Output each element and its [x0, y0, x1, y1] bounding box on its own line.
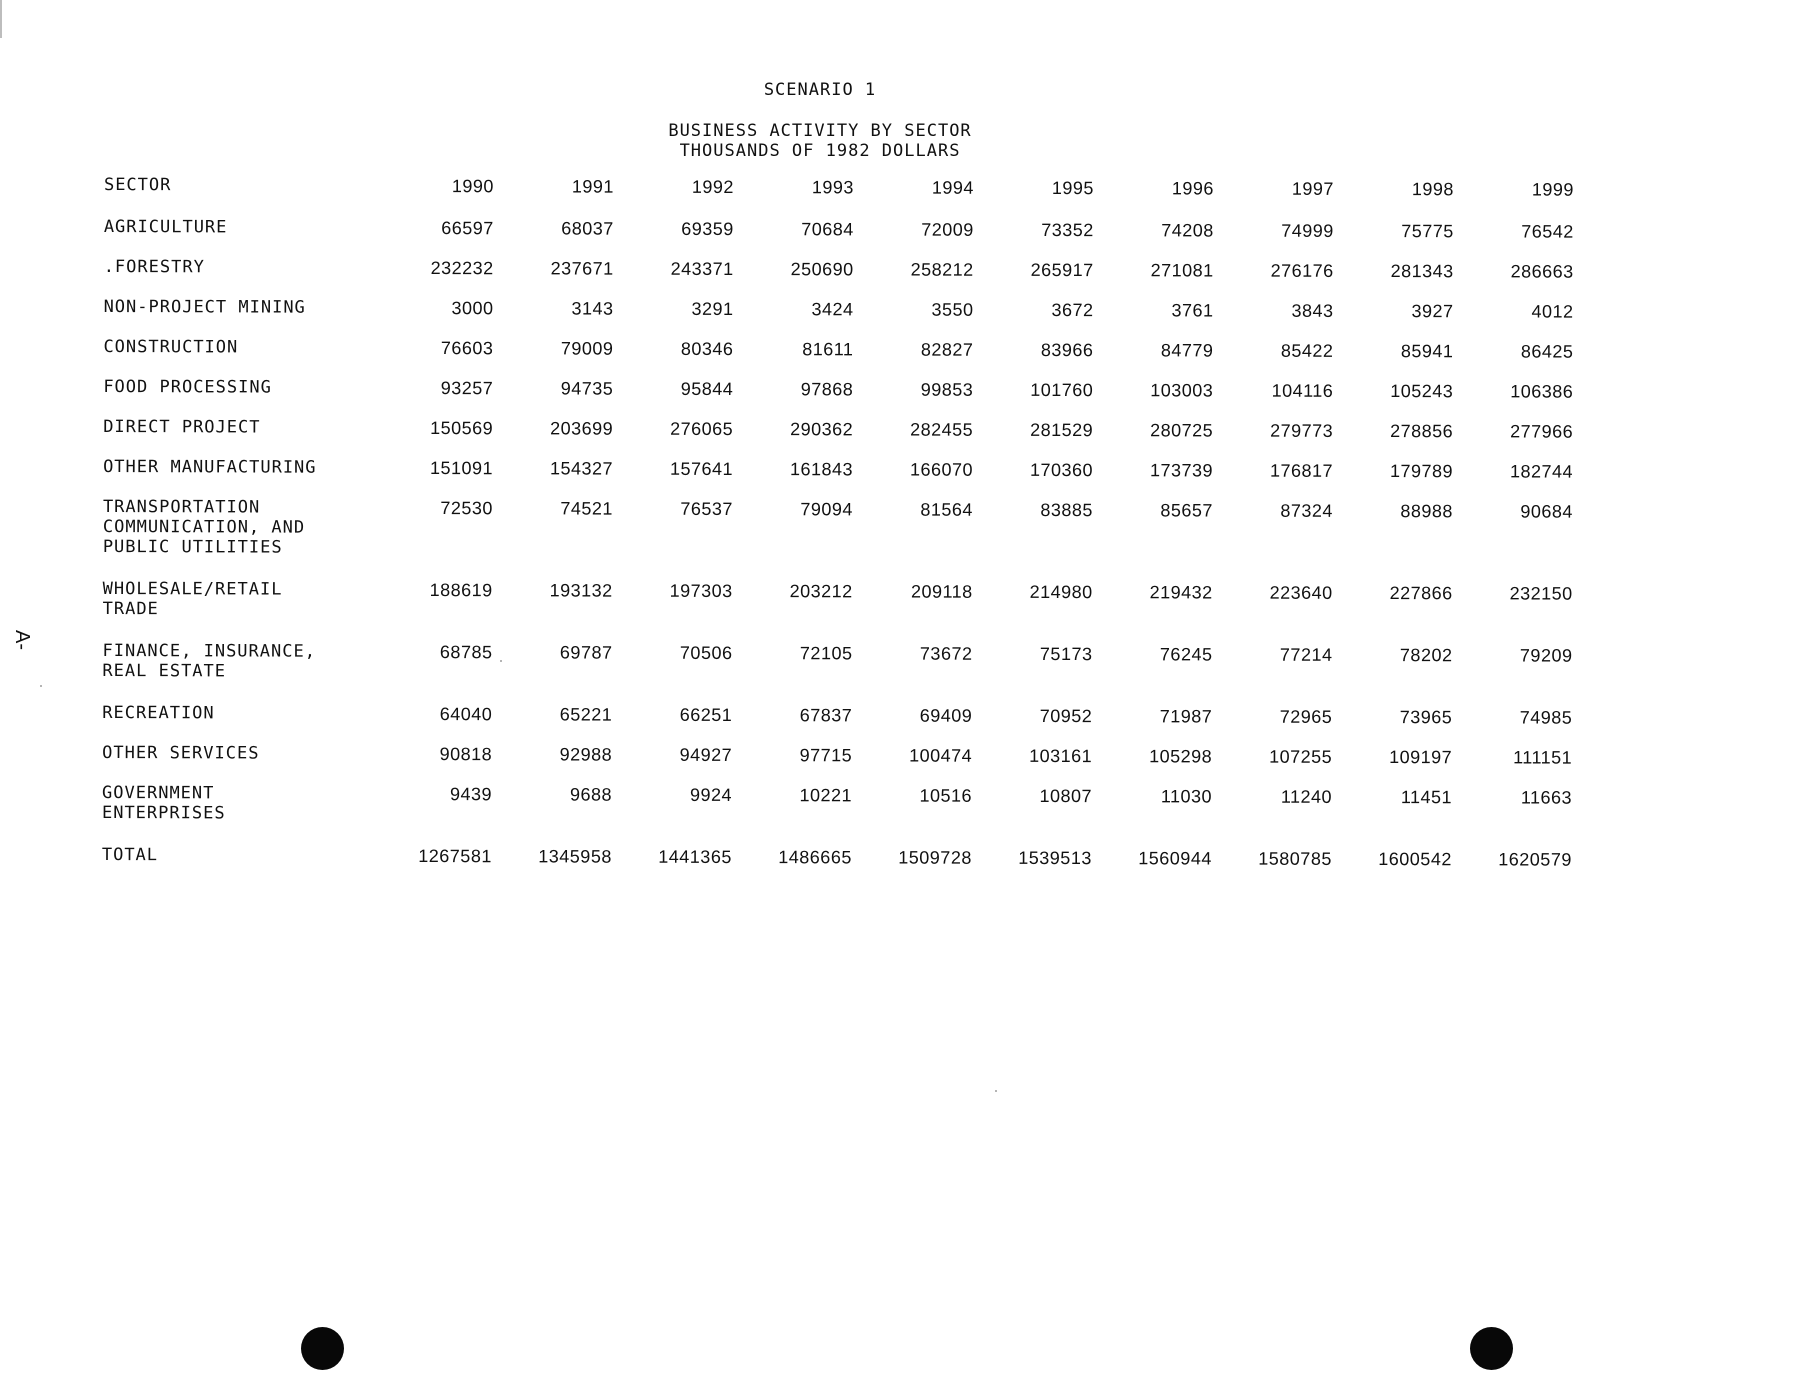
table-cell: 232150 — [1509, 583, 1573, 604]
table-cell: 179789 — [1389, 461, 1454, 482]
table-cell: 97715 — [799, 745, 853, 766]
table-cell: 69787 — [559, 642, 613, 663]
table-cell: 74985 — [1519, 707, 1573, 728]
table-cell: 85941 — [1400, 341, 1454, 362]
table-cell: 232232 — [430, 258, 494, 279]
table-cell: 271081 — [1150, 260, 1214, 281]
table-cell: 197303 — [669, 580, 733, 601]
table-cell: 276065 — [670, 418, 734, 439]
table-cell: 93257 — [440, 378, 494, 399]
total-cell: 1486665 — [778, 847, 852, 868]
table-cell: 10516 — [919, 785, 973, 806]
table-cell: 3843 — [1291, 300, 1334, 321]
total-label: TOTAL — [101, 844, 159, 866]
table-cell: 219432 — [1149, 582, 1213, 603]
sector-label: .FORESTRY — [103, 256, 205, 278]
table-cell: 10807 — [1039, 785, 1093, 807]
binder-hole-right — [1470, 1327, 1513, 1370]
table-cell: 85657 — [1160, 500, 1213, 521]
table-row — [103, 377, 1573, 422]
sector-label: FOOD PROCESSING — [103, 376, 272, 398]
table-cell: 3143 — [571, 298, 614, 319]
page-number: A- — [11, 630, 33, 650]
sector-label: DIRECT PROJECT — [103, 416, 261, 438]
table-cell: 90818 — [439, 744, 493, 765]
table-row — [102, 783, 1572, 850]
table-cell: 277966 — [1510, 421, 1574, 442]
year-header: 1991 — [571, 176, 614, 197]
table-cell: 105243 — [1390, 381, 1454, 402]
business-activity-table — [102, 175, 1574, 890]
table-cell: 86425 — [1520, 341, 1574, 362]
table-cell: 78202 — [1399, 645, 1453, 666]
scan-edge-mark — [0, 0, 2, 38]
sector-label: FINANCE, INSURANCE, REAL ESTATE — [102, 640, 317, 682]
year-header: 1993 — [811, 177, 854, 198]
table-cell: 83966 — [1040, 339, 1094, 361]
table-cell: 109197 — [1389, 747, 1453, 768]
sector-label: NON-PROJECT MINING — [103, 296, 306, 318]
year-header: 1992 — [691, 176, 734, 197]
table-cell: 81564 — [920, 499, 973, 520]
total-cell: 1580785 — [1258, 848, 1332, 869]
table-cell: 203212 — [789, 581, 853, 602]
table-cell: 290362 — [790, 419, 854, 440]
table-cell: 85422 — [1280, 340, 1334, 361]
table-cell: 282455 — [910, 419, 974, 440]
table-cell: 64040 — [439, 704, 493, 725]
sector-label: OTHER MANUFACTURING — [103, 456, 317, 478]
table-cell: 265917 — [1030, 259, 1094, 281]
table-cell: 94927 — [679, 744, 733, 765]
table-cell: 154327 — [549, 458, 614, 479]
table-cell: 74208 — [1161, 220, 1214, 241]
scenario-heading: SCENARIO 1 — [763, 80, 877, 100]
total-cell: 1509728 — [898, 847, 972, 868]
table-cell: 65221 — [559, 704, 613, 725]
table-cell: 83885 — [1040, 499, 1093, 521]
table-row — [103, 579, 1573, 646]
table-cell: 105298 — [1149, 746, 1213, 767]
table-row — [102, 743, 1572, 788]
table-cell: 203699 — [550, 418, 614, 439]
table-cell: 157641 — [669, 458, 734, 479]
table-cell: 74521 — [560, 498, 613, 519]
sector-label: WHOLESALE/RETAIL TRADE — [102, 578, 283, 620]
table-cell: 10221 — [799, 785, 853, 806]
table-row — [104, 217, 1574, 262]
total-cell: 1600542 — [1378, 849, 1452, 870]
table-cell: 70506 — [679, 642, 733, 663]
table-row — [103, 457, 1573, 502]
table-cell: 3672 — [1051, 299, 1094, 321]
table-cell: 103161 — [1029, 745, 1093, 767]
table-cell: 4012 — [1531, 301, 1574, 322]
table-cell: 66251 — [679, 704, 733, 725]
sector-label: OTHER SERVICES — [102, 742, 260, 764]
table-cell: 11240 — [1280, 786, 1333, 807]
table-cell: 3550 — [931, 299, 974, 320]
year-header: 1990 — [451, 176, 494, 197]
table-cell: 9924 — [689, 784, 733, 805]
table-cell: 276176 — [1270, 260, 1334, 281]
year-header: 1997 — [1291, 178, 1334, 199]
total-cell: 1441365 — [658, 846, 732, 867]
table-cell: 76603 — [440, 338, 494, 359]
table-cell: 69409 — [919, 705, 973, 726]
table-cell: 258212 — [910, 259, 974, 280]
table-cell: 278856 — [1390, 421, 1454, 442]
sector-label: RECREATION — [102, 702, 215, 724]
table-cell: 214980 — [1029, 581, 1093, 603]
table-cell: 286663 — [1510, 261, 1574, 282]
table-cell: 188619 — [429, 580, 493, 601]
table-cell: 103003 — [1150, 380, 1214, 401]
table-cell: 92988 — [559, 744, 613, 765]
scan-speck — [995, 1090, 997, 1092]
table-cell: 72009 — [921, 219, 974, 240]
table-cell: 69359 — [681, 218, 734, 239]
sector-label: CONSTRUCTION — [103, 336, 239, 358]
table-cell: 11030 — [1160, 786, 1213, 807]
table-cell: 70684 — [801, 219, 854, 240]
table-cell: 243371 — [670, 258, 734, 279]
table-cell: 68785 — [439, 642, 493, 663]
table-cell: 104116 — [1271, 380, 1334, 401]
table-cell: 100474 — [909, 745, 973, 766]
table-cell: 279773 — [1270, 420, 1334, 441]
table-cell: 281343 — [1390, 261, 1454, 282]
table-cell: 9688 — [569, 784, 613, 805]
table-cell: 73352 — [1041, 219, 1094, 241]
table-cell: 73672 — [919, 643, 973, 664]
table-cell: 76537 — [680, 498, 733, 519]
table-cell: 106386 — [1510, 381, 1574, 402]
table-cell: 70952 — [1039, 705, 1093, 727]
table-row — [102, 703, 1572, 748]
table-cell: 9439 — [449, 784, 493, 805]
table-cell: 3761 — [1171, 300, 1214, 321]
table-cell: 280725 — [1150, 420, 1214, 441]
sector-label: AGRICULTURE — [103, 216, 228, 238]
table-cell: 71987 — [1159, 706, 1213, 727]
table-cell: 74999 — [1281, 220, 1334, 241]
year-header: 1999 — [1531, 179, 1574, 200]
table-cell: 193132 — [549, 580, 613, 601]
table-cell: 237671 — [550, 258, 614, 279]
table-cell: 79094 — [800, 499, 853, 520]
year-header: 1996 — [1171, 178, 1214, 199]
table-cell: 166070 — [909, 459, 974, 480]
table-cell: 111151 — [1513, 747, 1573, 768]
table-cell: 101760 — [1030, 379, 1094, 401]
table-row — [103, 497, 1573, 584]
table-cell: 76542 — [1521, 221, 1574, 242]
table-cell: 209118 — [910, 581, 973, 602]
table-cell: 150569 — [430, 418, 494, 439]
year-header: 1998 — [1411, 179, 1454, 200]
total-cell: 1345958 — [538, 846, 612, 867]
table-cell: 11663 — [1520, 787, 1573, 808]
total-cell: 1267581 — [418, 845, 492, 867]
table-cell: 250690 — [790, 259, 854, 280]
table-cell: 97868 — [800, 379, 854, 400]
table-cell: 94735 — [560, 378, 614, 399]
table-cell: 170360 — [1029, 459, 1094, 481]
scan-speck — [40, 685, 42, 687]
table-cell: 72105 — [799, 643, 853, 664]
table-row — [103, 417, 1573, 462]
table-cell: 72530 — [440, 498, 493, 519]
table-cell: 81611 — [802, 339, 854, 360]
table-row — [104, 257, 1574, 302]
table-cell: 95844 — [680, 378, 734, 399]
table-cell: 79009 — [560, 338, 614, 359]
table-cell: 3291 — [691, 298, 734, 319]
table-title: BUSINESS ACTIVITY BY SECTOR — [668, 121, 972, 141]
table-cell: 82827 — [920, 339, 974, 360]
table-cell: 3000 — [451, 298, 494, 319]
sector-column-header: SECTOR — [103, 175, 172, 196]
table-cell: 151091 — [429, 458, 494, 479]
sector-label: GOVERNMENT ENTERPRISES — [101, 782, 226, 824]
table-units-subtitle: THOUSANDS OF 1982 DOLLARS — [679, 141, 961, 161]
table-cell: 173739 — [1149, 460, 1214, 481]
table-cell: 88988 — [1400, 501, 1453, 522]
table-cell: 79209 — [1519, 645, 1573, 666]
table-cell: 182744 — [1509, 461, 1574, 482]
total-cell: 1560944 — [1138, 848, 1212, 869]
table-cell: 11451 — [1400, 787, 1453, 808]
table-row — [102, 641, 1572, 708]
table-cell: 84779 — [1160, 340, 1214, 361]
table-cell: 99853 — [920, 379, 974, 400]
table-cell: 87324 — [1280, 500, 1333, 521]
table-cell: 67837 — [799, 705, 853, 726]
table-cell: 72965 — [1279, 706, 1333, 727]
total-cell: 1539513 — [1018, 847, 1092, 869]
table-cell: 161843 — [789, 459, 854, 480]
table-body — [102, 217, 1574, 890]
year-header: 1994 — [931, 177, 974, 198]
table-cell: 76245 — [1159, 644, 1213, 665]
table-cell: 75775 — [1401, 221, 1454, 242]
business-activity-table-container — [102, 175, 1574, 890]
table-cell: 107255 — [1269, 746, 1333, 767]
table-header-row — [104, 175, 1574, 222]
table-row — [103, 297, 1573, 342]
table-cell: 80346 — [680, 338, 734, 359]
sector-label: TRANSPORTATION COMMUNICATION, AND PUBLIC UTILITIES — [102, 496, 306, 558]
scan-speck — [500, 660, 502, 662]
binder-hole-left — [301, 1327, 344, 1370]
year-header: 1995 — [1051, 177, 1094, 199]
table-cell: 3424 — [811, 299, 854, 320]
table-cell: 227866 — [1389, 583, 1453, 604]
table-cell: 90684 — [1520, 501, 1573, 522]
table-cell: 68037 — [561, 218, 614, 239]
table-cell: 73965 — [1399, 707, 1453, 728]
total-cell: 1620579 — [1498, 849, 1572, 870]
table-cell: 66597 — [441, 218, 494, 239]
table-cell: 281529 — [1030, 419, 1094, 441]
table-cell: 75173 — [1039, 643, 1093, 665]
table-row — [103, 337, 1573, 382]
table-cell: 176817 — [1269, 460, 1334, 481]
table-total-row — [102, 845, 1572, 890]
table-cell: 223640 — [1269, 582, 1333, 603]
table-cell: 3927 — [1411, 301, 1454, 322]
table-cell: 77214 — [1279, 644, 1333, 665]
